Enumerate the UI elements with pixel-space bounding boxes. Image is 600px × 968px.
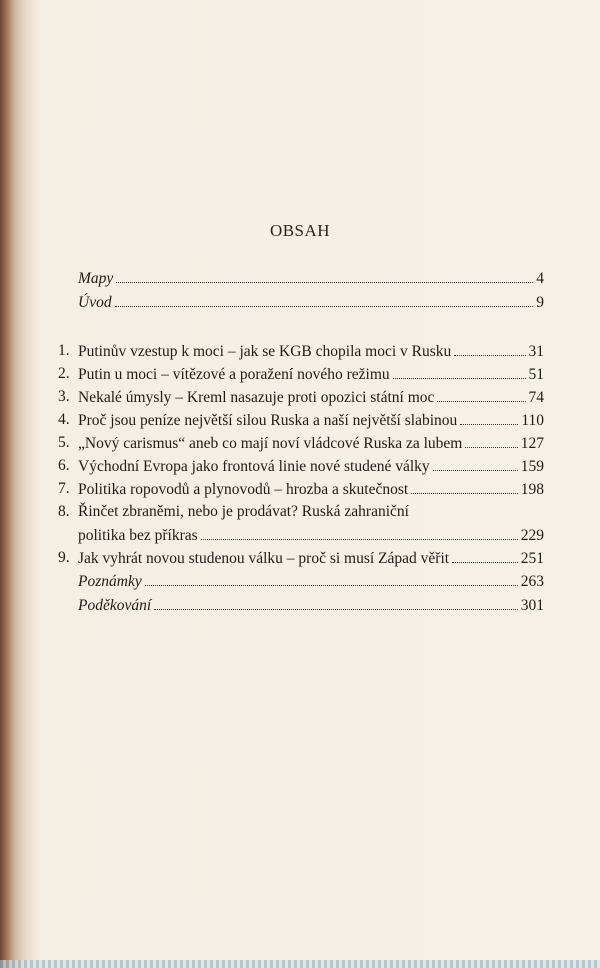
chapter-title: Jak vyhrát novou studenou válku – proč si musí Západ věřit xyxy=(78,550,450,567)
chapter-number: 2. xyxy=(58,365,70,382)
toc-entry-acknowledgements xyxy=(78,594,544,616)
toc-chapter-2 xyxy=(58,363,544,385)
page-bottom-edge xyxy=(0,960,600,968)
dot-leader xyxy=(460,409,518,425)
dot-leader xyxy=(393,363,526,379)
chapter-page: 74 xyxy=(528,389,544,406)
chapter-number: 5. xyxy=(58,434,70,451)
toc-entry-title: Mapy xyxy=(78,270,114,287)
chapter-number: 7. xyxy=(58,480,70,497)
toc-entry-page: 263 xyxy=(520,573,544,590)
dot-leader xyxy=(465,432,517,448)
dot-leader xyxy=(437,386,525,402)
toc-chapter-8-continuation xyxy=(78,524,544,546)
chapter-title: Řinčet zbraněmi, nebo je prodávat? Ruská zahraniční xyxy=(78,503,409,520)
dot-leader xyxy=(201,524,518,540)
chapter-title-continuation: politika bez příkras xyxy=(78,527,198,544)
chapter-title: Politika ropovodů a plynovodů – hrozba a skutečnost xyxy=(78,481,409,498)
chapter-number: 8. xyxy=(58,503,70,520)
chapter-number: 3. xyxy=(58,388,70,405)
chapter-title: „Nový carismus“ aneb co mají noví vládcové Ruska za lubem xyxy=(78,435,463,452)
dot-leader xyxy=(115,291,534,307)
toc-chapter-5 xyxy=(58,432,544,454)
chapter-page: 229 xyxy=(520,527,544,544)
chapter-page: 198 xyxy=(520,481,544,498)
toc-chapter-3 xyxy=(58,386,544,408)
toc-chapter-8 xyxy=(58,501,544,523)
chapter-title: Proč jsou peníze největší silou Ruska a naší největší slabinou xyxy=(78,412,458,429)
toc-entry-title: Úvod xyxy=(78,294,112,311)
chapter-page: 251 xyxy=(520,550,544,567)
chapter-number: 4. xyxy=(58,411,70,428)
chapter-number: 1. xyxy=(58,342,70,359)
dot-leader xyxy=(452,547,518,563)
chapter-title: Putinův vzestup k moci – jak se KGB chopila moci v Rusku xyxy=(78,343,452,360)
dot-leader xyxy=(411,478,518,494)
chapter-page: 51 xyxy=(528,366,544,383)
chapter-page: 31 xyxy=(528,343,544,360)
toc-chapter-7 xyxy=(58,478,544,500)
toc-entry-title: Poděkování xyxy=(78,597,152,614)
toc-chapter-9 xyxy=(58,547,544,569)
toc-entry-page: 4 xyxy=(536,270,544,287)
dot-leader xyxy=(433,455,518,471)
toc-chapter-1 xyxy=(58,340,544,362)
toc-entry-notes xyxy=(78,570,544,592)
chapter-page: 127 xyxy=(520,435,544,452)
dot-leader xyxy=(154,594,518,610)
chapter-title: Nekalé úmysly – Kreml nasazuje proti opozici státní moc xyxy=(78,389,435,406)
chapter-title: Putin u moci – vítězové a poražení nového režimu xyxy=(78,366,390,383)
chapter-title: Východní Evropa jako frontová linie nové studené války xyxy=(78,458,430,475)
toc-entry-page: 9 xyxy=(536,294,544,311)
dot-leader xyxy=(454,340,525,356)
toc-entry-maps xyxy=(78,267,544,289)
toc-chapter-4 xyxy=(58,409,544,431)
chapter-page: 110 xyxy=(521,412,544,429)
toc-heading: OBSAH xyxy=(269,221,331,240)
toc-chapter-6 xyxy=(58,455,544,477)
toc-entry-page: 301 xyxy=(520,597,544,614)
dot-leader xyxy=(116,267,533,283)
dot-leader xyxy=(145,570,518,586)
chapter-number: 9. xyxy=(58,549,70,566)
toc-entry-intro xyxy=(78,291,544,313)
chapter-page: 159 xyxy=(520,458,544,475)
toc-entry-title: Poznámky xyxy=(78,573,142,590)
chapter-number: 6. xyxy=(58,457,70,474)
